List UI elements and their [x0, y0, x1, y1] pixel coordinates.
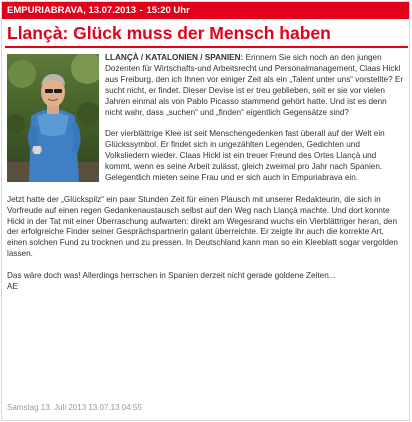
dateline-location: EMPURIABRAVA [7, 5, 84, 16]
article-frame [1, 1, 410, 421]
article-photo [7, 54, 99, 182]
paragraph-4: Das wäre doch was! Allerdings herrschen in Spanien derzeit nicht gerade goldene Zeiten... [7, 271, 336, 281]
article-headline: Llançà: Glück muss der Mensch haben [7, 23, 331, 43]
location-label: LLANÇÀ / KATALONIEN / SPANIEN: [105, 53, 244, 62]
dateline-time: 15:20 Uhr [146, 5, 190, 16]
article-footer-date: Samstag 13. Juli 2013 13.07.13 04:55 [7, 403, 142, 412]
paragraph-1-text: Erinnern Sie sich noch an den jungen Dozenten für Wirtschafts-und Arbeitsrecht und Personalmanagement, Claas Hickl aus Freiburg, den ich Ihnen vor einiger Zeit als ein „Talent unter uns“ vorstellte? Er sucht nicht, er findet. Dieser Devise ist er treu geblieben, seit er sie vor vielen Jahren einmal als von Pablo Picasso stammend gehört hatte. Und ist es denn nicht wahr, dass „suchen“ und „finden“ eigentlich Gegensätze sind? [105, 53, 404, 117]
author-signature: AE [7, 281, 18, 291]
portrait-photo-icon [7, 54, 99, 182]
dateline-separator: - [139, 5, 143, 16]
dateline-date: 13.07.2013 [88, 5, 137, 16]
article-body [2, 48, 409, 293]
article-dateline-bar: EMPURIABRAVA, 13.07.2013 - 15:20 Uhr [2, 2, 409, 19]
paragraph-3: Jetzt hatte der „Glückspilz“ ein paar Stunden Zeit für einen Plausch mit unserer Redakteurin, die sich in Vorfreude auf einen regen Gedankenaustausch selbst auf den Weg nach Llançà machte. Und dort konnte Hickl in der Tat mit einer Überraschung aufwarten: direkt am Wegesrand wuchs ein Vierblättriger heran, den der erfolgreiche Finder seiner Gesprächspartnerin galant überreichte. Er zeigte ihr auch die korrekte Art, einen solchen Fund zu trocknen und zu pressen. In Deutschland kann man so ein Kleeblatt sogar vergolden lassen. [7, 194, 398, 259]
paragraph-2: Der vierblättrige Klee ist seit Menschengedenken fast überall auf der Welt ein Glückssymbol. Er findet sich in ungezählten Legenden, Gedichten und Volksliedern wieder. Claas Hickl ist ein treuer Freund des Ortes Llançà und kommt, wenn es seine Arbeit zulässt, gleich zweimal pro Jahr nach Spanien. Gelegentlich mieten seine Frau und er sich auch in Empuriabrava ein. [105, 129, 385, 182]
